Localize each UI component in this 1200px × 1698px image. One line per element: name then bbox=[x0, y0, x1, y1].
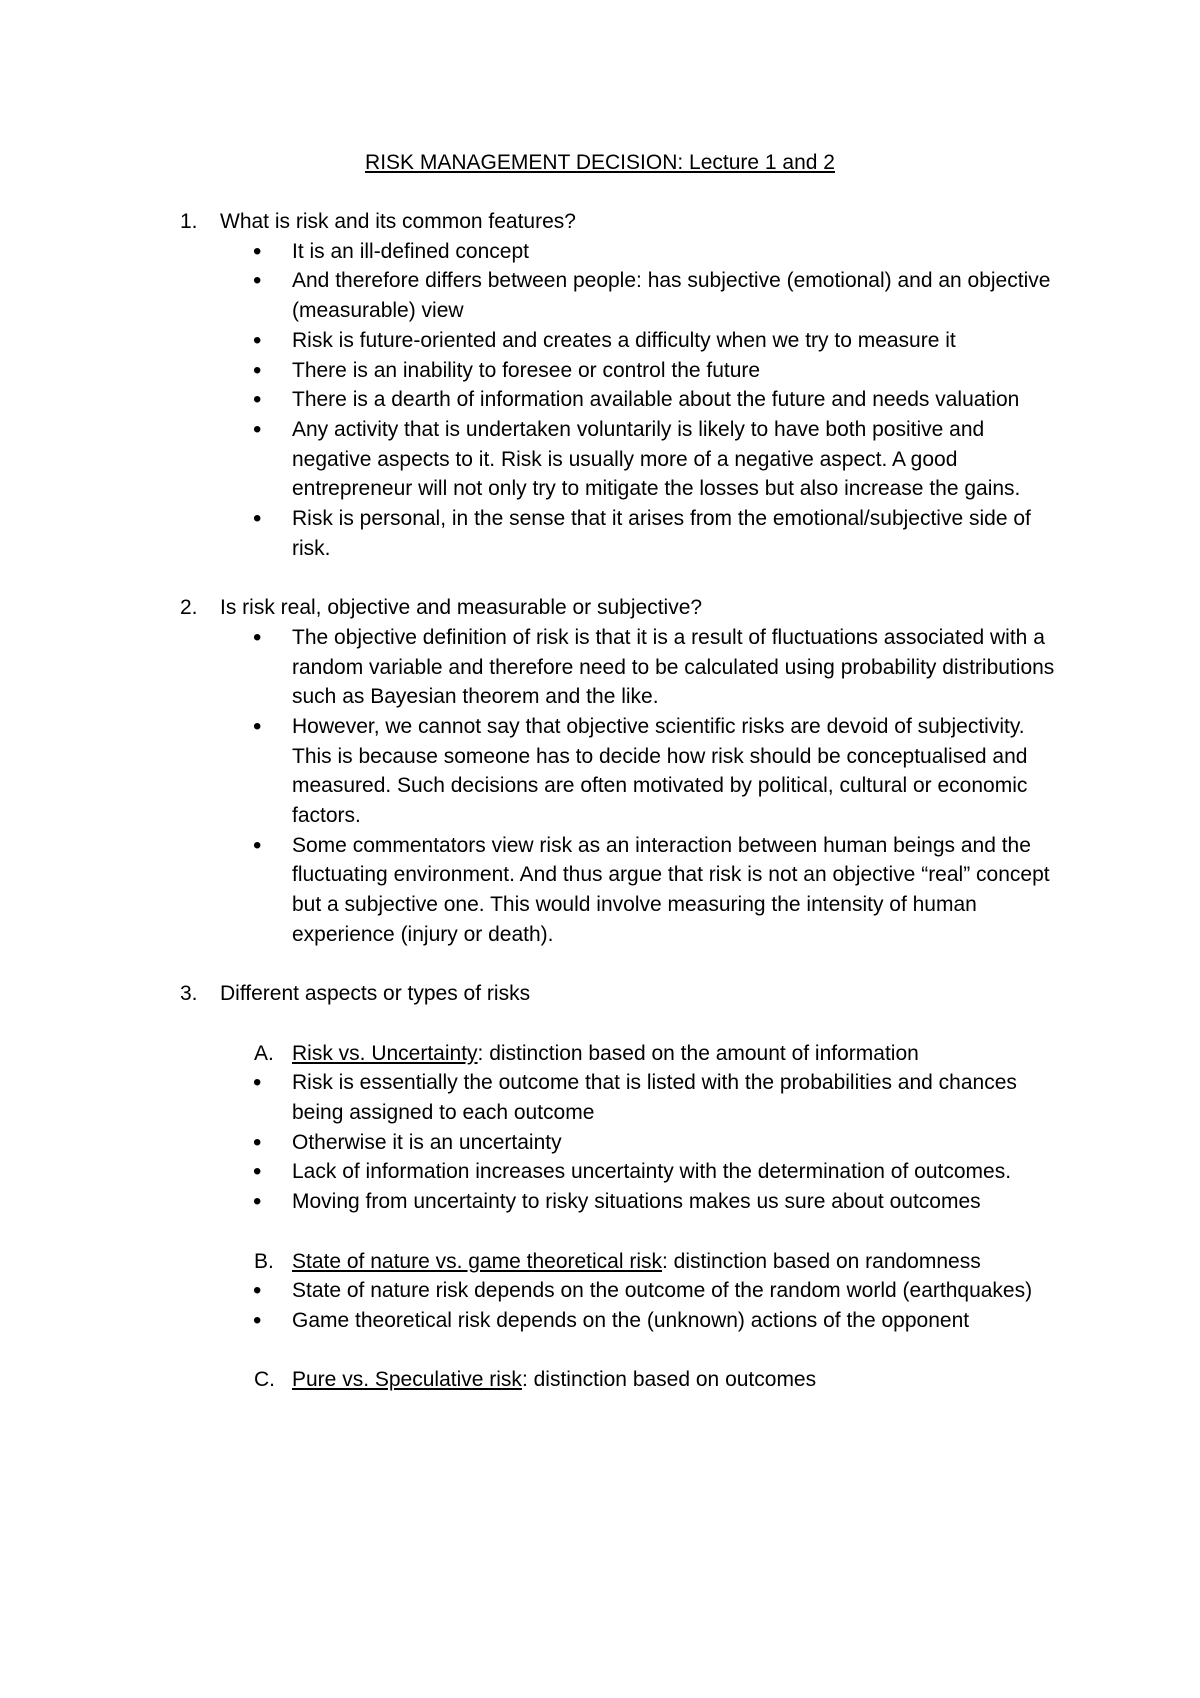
subsection-term: Risk vs. Uncertainty bbox=[292, 1041, 478, 1065]
spacer bbox=[180, 1009, 1060, 1039]
subsection-letter: B. bbox=[254, 1249, 274, 1273]
bullet-list bbox=[180, 1276, 1060, 1335]
bullet-item: • Otherwise it is an uncertainty bbox=[180, 1128, 1060, 1158]
bullet-item: • Some commentators view risk as an interaction between human beings and the fluctuating environment. And thus argue that risk is not an objective “real” concept but a subjective one. This would involve measuring the intensity of human experience (injury or death). bbox=[180, 831, 1060, 950]
bullet-item: • However, we cannot say that objective scientific risks are devoid of subjectivity. This is because someone has to decide how risk should be conceptualised and measured. Such decisions are often motivated by political, cultural or economic factors. bbox=[180, 712, 1060, 831]
bullet-item: • Risk is essentially the outcome that is listed with the probabilities and chances being assigned to each outcome bbox=[180, 1068, 1060, 1127]
section-number: 2. bbox=[180, 596, 198, 620]
subsection-term: Pure vs. Speculative risk bbox=[292, 1368, 522, 1392]
document-body bbox=[180, 207, 1060, 1395]
bullet-item: • Lack of information increases uncertainty with the determination of outcomes. bbox=[180, 1157, 1060, 1187]
subsection-letter: A. bbox=[254, 1041, 274, 1065]
bullet-item: • Any activity that is undertaken voluntarily is likely to have both positive and negative aspects to it. Risk is usually more of a negative aspect. A good entrepreneur will not only try to mitigate the losses but also increase the gains. bbox=[180, 415, 1060, 504]
spacer bbox=[180, 1217, 1060, 1247]
section-number: 1. bbox=[180, 210, 198, 233]
spacer bbox=[180, 563, 1060, 593]
bullet-item: • State of nature risk depends on the outcome of the random world (earthquakes) bbox=[180, 1276, 1060, 1306]
section-heading-text: What is risk and its common features? bbox=[220, 210, 576, 233]
bullet-list bbox=[180, 237, 1060, 564]
bullet-item: • The objective definition of risk is that it is a result of fluctuations associated with a random variable and therefore need to be calculated using probability distributions such as Bayesian theorem and the like. bbox=[180, 623, 1060, 712]
bullet-item: • There is an inability to foresee or control the future bbox=[180, 356, 1060, 386]
subsection-term: State of nature vs. game theoretical risk bbox=[292, 1249, 663, 1273]
subsection-letter: C. bbox=[254, 1368, 275, 1392]
bullet-list bbox=[180, 623, 1060, 950]
section-heading-text: Different aspects or types of risks bbox=[220, 982, 531, 1006]
bullet-item: • Risk is personal, in the sense that it arises from the emotional/subjective side of risk. bbox=[180, 504, 1060, 563]
spacer bbox=[180, 950, 1060, 980]
section-heading bbox=[180, 207, 1060, 237]
section-heading-text: Is risk real, objective and measurable or subjective? bbox=[220, 596, 703, 620]
subsection-heading bbox=[180, 1247, 1060, 1277]
subsection-description: : distinction based on randomness bbox=[662, 1249, 981, 1273]
subsection-description: : distinction based on the amount of information bbox=[477, 1041, 919, 1065]
subsection-description: : distinction based on outcomes bbox=[521, 1368, 817, 1392]
spacer bbox=[180, 1336, 1060, 1366]
subsection-heading bbox=[180, 1365, 1060, 1395]
subsection-heading bbox=[180, 1039, 1060, 1069]
bullet-item: • Moving from uncertainty to risky situations makes us sure about outcomes bbox=[180, 1187, 1060, 1217]
page-title: RISK MANAGEMENT DECISION: Lecture 1 and 2 bbox=[365, 151, 835, 174]
bullet-item: • And therefore differs between people: has subjective (emotional) and an objective (measurable) view bbox=[180, 266, 1060, 325]
section-heading bbox=[180, 979, 1060, 1009]
section-heading bbox=[180, 593, 1060, 623]
bullet-item: • Risk is future-oriented and creates a difficulty when we try to measure it bbox=[180, 326, 1060, 356]
bullet-item: • Game theoretical risk depends on the (unknown) actions of the opponent bbox=[180, 1306, 1060, 1336]
section-number: 3. bbox=[180, 982, 198, 1006]
bullet-list bbox=[180, 1068, 1060, 1217]
bullet-item: • It is an ill-defined concept bbox=[180, 237, 1060, 267]
bullet-item: • There is a dearth of information available about the future and needs valuation bbox=[180, 385, 1060, 415]
